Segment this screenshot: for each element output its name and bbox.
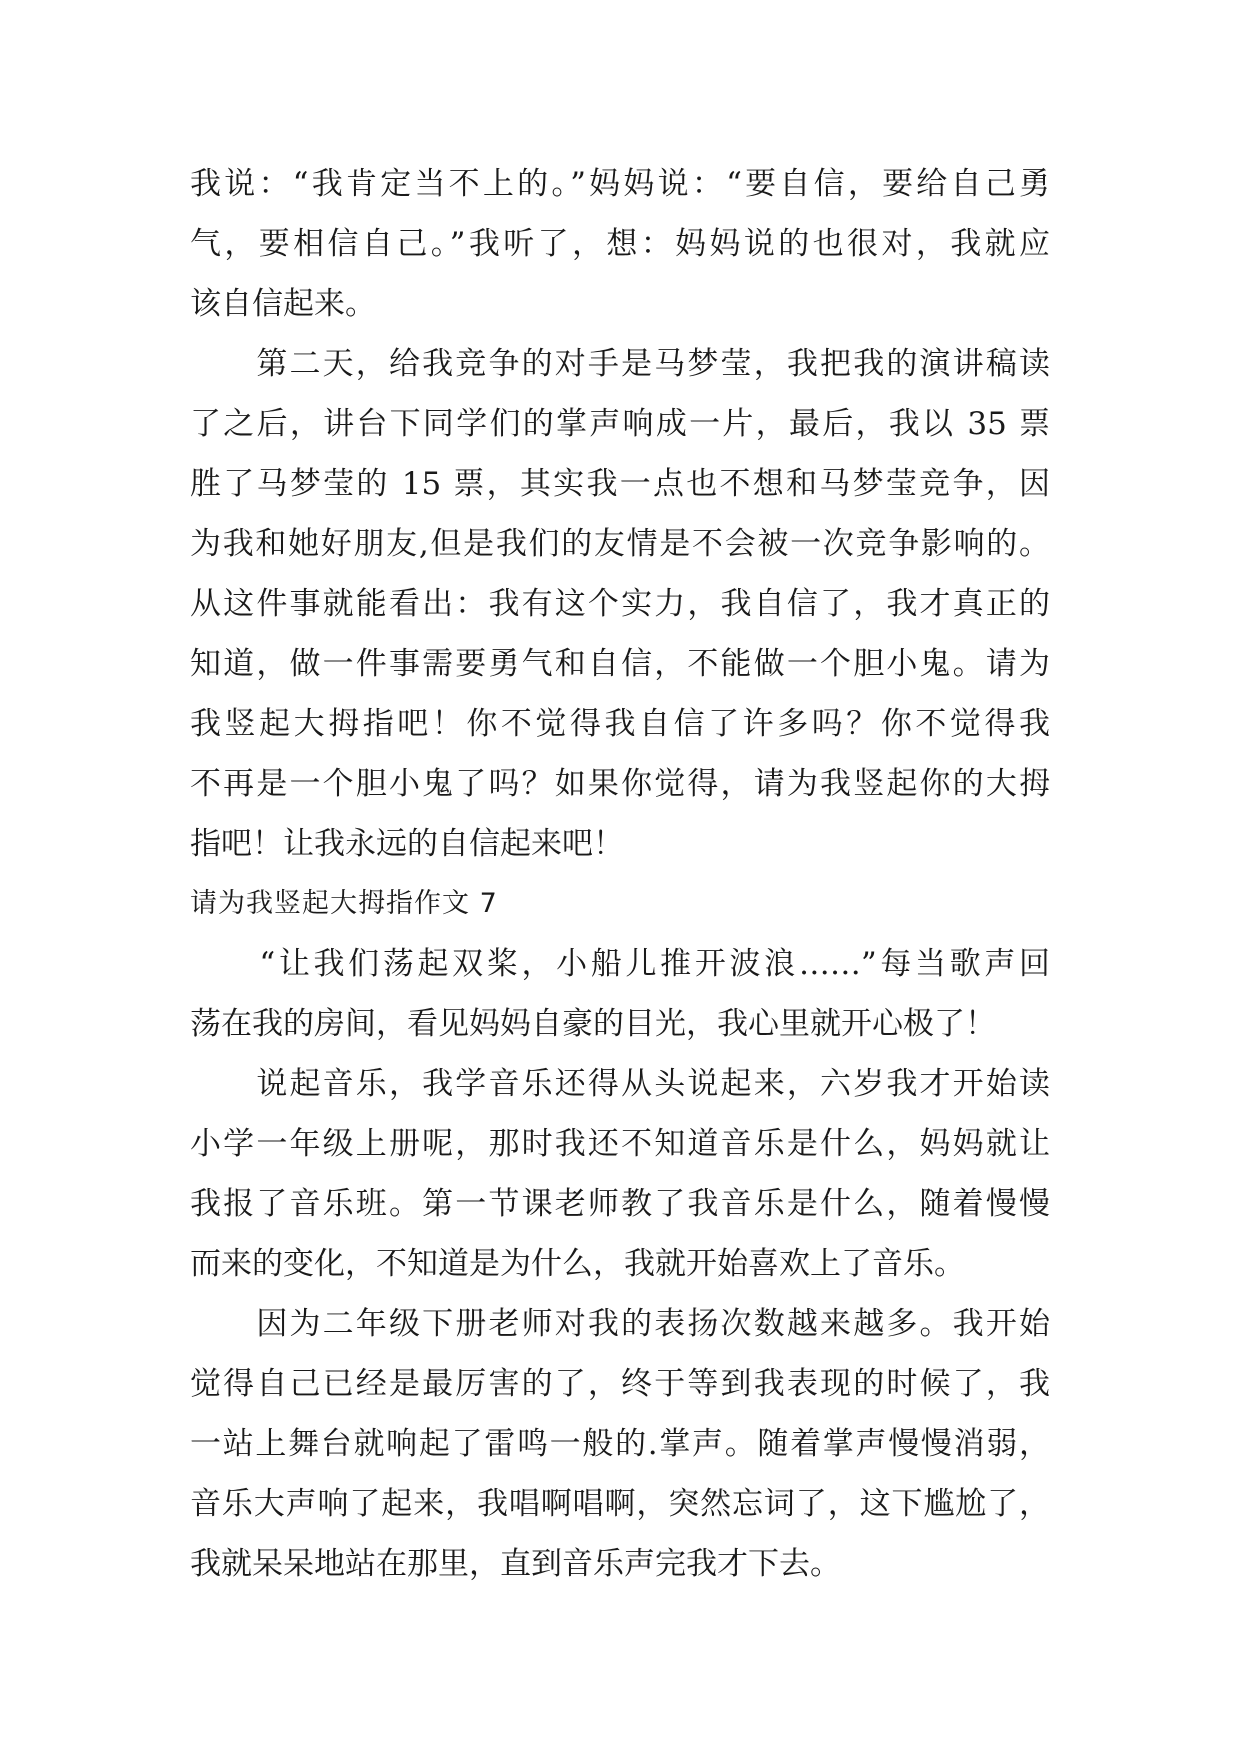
text-line: 第二天，给我竞争的对手是马梦莹，我把我的演讲稿读 [190, 346, 1050, 382]
text-line: 该自信起来。 [190, 286, 376, 322]
paragraph [190, 334, 1050, 874]
text-line: 气，要相信自己。”我听了，想：妈妈说的也很对，我就应 [190, 226, 1050, 262]
paragraph [190, 934, 1050, 1054]
text-line: 我说：“我肯定当不上的。”妈妈说：“要自信，要给自己勇 [190, 166, 1050, 202]
paragraph [190, 1054, 1050, 1294]
text-line: 了之后，讲台下同学们的掌声响成一片，最后，我以 35 票 [190, 406, 1050, 442]
text-line: “让我们荡起双桨，小船儿推开波浪……”每当歌声回 [190, 946, 1050, 982]
text-line: 指吧！让我永远的自信起来吧！ [190, 826, 624, 862]
text-line: 我报了音乐班。第一节课老师教了我音乐是什么，随着慢慢 [190, 1186, 1050, 1222]
text-line: 我就呆呆地站在那里，直到音乐声完我才下去。 [190, 1546, 841, 1582]
text-line: 觉得自己已经是最厉害的了，终于等到我表现的时候了，我 [190, 1366, 1050, 1402]
text-line: 小学一年级上册呢，那时我还不知道音乐是什么，妈妈就让 [190, 1126, 1050, 1162]
text-line: 一站上舞台就响起了雷鸣一般的.掌声。随着掌声慢慢消弱， [190, 1426, 1050, 1462]
paragraph [190, 1294, 1050, 1594]
paragraph [190, 154, 1050, 334]
text-line: 荡在我的房间，看见妈妈自豪的目光，我心里就开心极了！ [190, 1006, 996, 1042]
text-line: 而来的变化，不知道是为什么，我就开始喜欢上了音乐。 [190, 1246, 965, 1282]
text-line: 从这件事就能看出：我有这个实力，我自信了，我才真正的 [190, 586, 1050, 622]
text-line: 音乐大声响了起来，我唱啊唱啊，突然忘词了，这下尴尬了， [190, 1486, 1050, 1522]
text-line: 因为二年级下册老师对我的表扬次数越来越多。我开始 [190, 1306, 1050, 1342]
text-line: 我竖起大拇指吧！你不觉得我自信了许多吗？你不觉得我 [190, 706, 1050, 742]
text-line: 知道，做一件事需要勇气和自信，不能做一个胆小鬼。请为 [190, 646, 1050, 682]
text-line: 不再是一个胆小鬼了吗？如果你觉得，请为我竖起你的大拇 [190, 766, 1050, 802]
heading-text: 请为我竖起大拇指作文 7 [190, 888, 498, 919]
text-line: 胜了马梦莹的 15 票，其实我一点也不想和马梦莹竞争，因 [190, 466, 1050, 502]
text-line: 说起音乐，我学音乐还得从头说起来，六岁我才开始读 [190, 1066, 1050, 1102]
document-body [190, 154, 1050, 1594]
section-heading [190, 874, 1050, 934]
text-line: 为我和她好朋友,但是我们的友情是不会被一次竞争影响的。 [190, 526, 1050, 562]
